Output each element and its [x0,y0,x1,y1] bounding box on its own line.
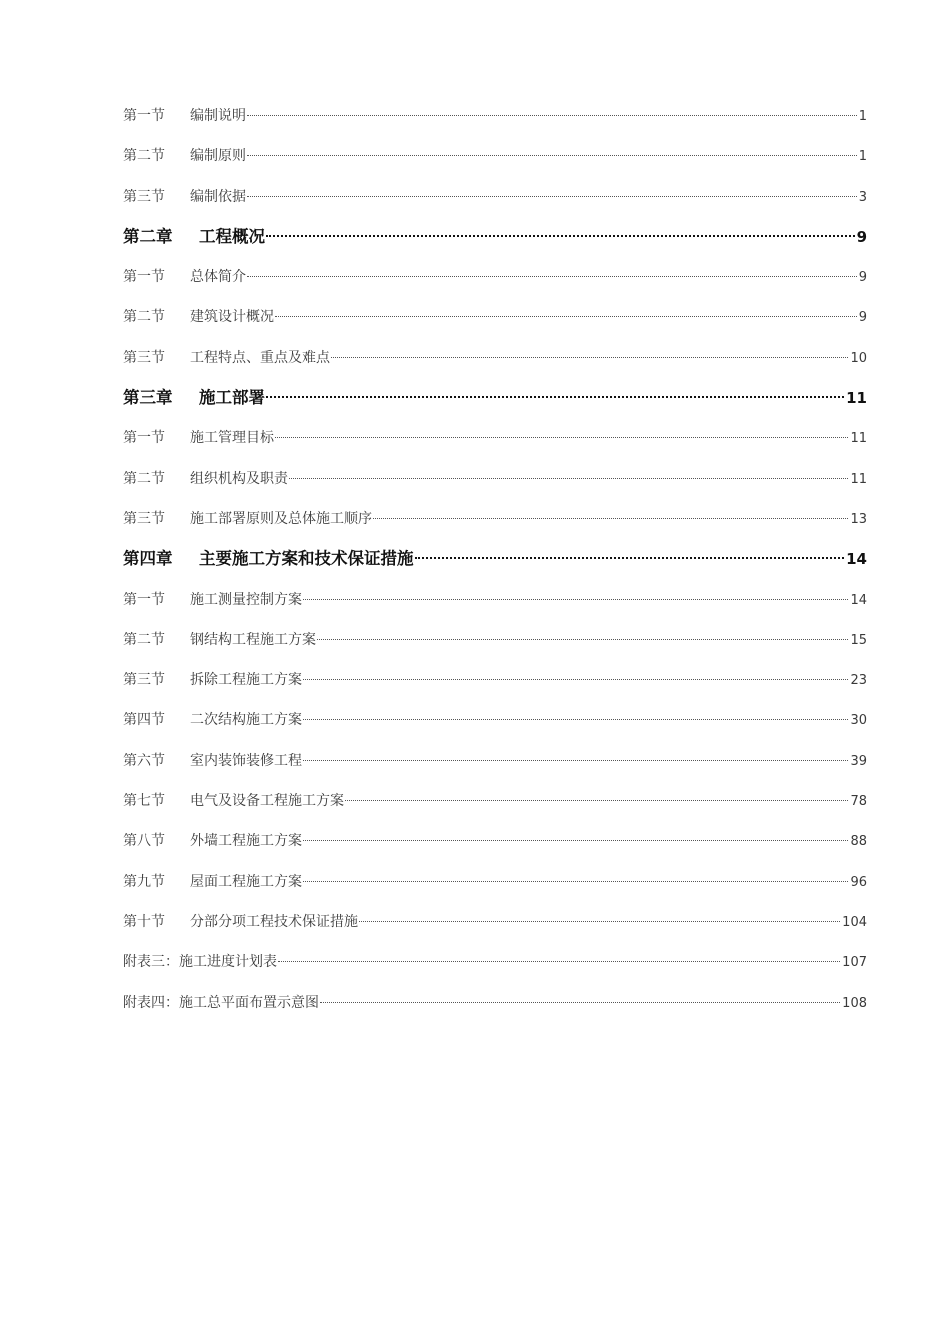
toc-entry[interactable] [123,297,867,337]
toc-entry[interactable] [123,620,867,660]
toc-leader-dots [373,518,848,519]
toc-entry-number: 附表三： [123,954,179,971]
toc-entry-title: 组织机构及职责 [190,470,288,487]
toc-entry[interactable] [123,862,867,902]
toc-entry-number: 第二节 [123,470,165,487]
toc-entry-title: 屋面工程施工方案 [190,873,302,890]
toc-leader-dots [266,396,844,398]
toc-entry-number: 第一节 [123,269,165,286]
toc-leader-dots [331,357,848,358]
toc-entry-page: 11 [850,431,867,447]
toc-entry-page: 3 [858,189,867,205]
toc-entry-page: 88 [850,834,867,850]
toc-entry[interactable] [123,418,867,458]
toc-leader-dots [247,196,857,197]
toc-entry-number: 第二节 [123,148,165,165]
toc-entry-number: 第八节 [123,833,165,850]
toc-leader-dots [415,557,845,559]
toc-entry-page: 9 [856,227,867,246]
toc-entry-title: 室内装饰装修工程 [190,752,302,769]
toc-leader-dots [359,921,840,922]
toc-entry[interactable] [123,459,867,499]
toc-entry[interactable] [123,257,867,297]
toc-entry-title: 施工管理目标 [190,430,274,447]
toc-chapter-entry[interactable] [123,539,867,579]
toc-entry-page: 11 [850,471,867,487]
toc-entry-page: 13 [850,511,867,527]
toc-entry-number: 第一节 [123,591,165,608]
toc-leader-dots [303,840,848,841]
toc-entry-title: 施工总平面布置示意图 [179,994,319,1011]
toc-entry-page: 107 [842,955,867,971]
toc-entry-number: 第十节 [123,913,165,930]
table-of-contents [123,96,867,1023]
toc-entry-title: 编制说明 [190,108,246,124]
toc-entry-page: 30 [850,713,867,729]
toc-entry[interactable] [123,136,867,176]
toc-entry[interactable] [123,741,867,781]
toc-entry-number: 第三节 [123,672,165,689]
toc-entry-title: 施工部署原则及总体施工顺序 [190,510,372,527]
toc-entry-title: 编制依据 [190,188,246,205]
toc-leader-dots [247,276,857,277]
toc-entry-page: 14 [846,550,867,569]
toc-entry-number: 第九节 [123,873,165,890]
toc-entry[interactable] [123,700,867,740]
toc-entry-title: 总体简介 [190,269,246,286]
toc-entry-number: 第六节 [123,752,165,769]
toc-entry-title: 施工测量控制方案 [190,591,302,608]
toc-entry-title: 拆除工程施工方案 [190,672,302,689]
toc-leader-dots [289,478,848,479]
toc-leader-dots [247,115,857,116]
toc-entry-title: 工程概况 [199,226,265,246]
toc-entry-title: 分部分项工程技术保证措施 [190,913,358,930]
toc-entry-title: 外墙工程施工方案 [190,833,302,850]
toc-entry[interactable] [123,781,867,821]
toc-entry-page: 104 [842,914,867,930]
toc-entry-number: 第二节 [123,309,165,326]
toc-entry-title: 二次结构施工方案 [190,712,302,729]
toc-leader-dots [278,961,840,962]
toc-entry[interactable] [123,177,867,217]
toc-entry-title: 钢结构工程施工方案 [190,631,316,648]
toc-chapter-entry[interactable] [123,217,867,257]
toc-entry-title: 编制原则 [190,148,246,165]
toc-entry-number: 第三章 [123,388,173,408]
toc-leader-dots [345,800,848,801]
toc-entry-number: 第二章 [123,226,173,246]
toc-entry-title: 建筑设计概况 [190,309,274,326]
toc-leader-dots [275,437,848,438]
toc-entry-page: 23 [850,673,867,689]
toc-entry-number: 附表四： [123,994,179,1011]
toc-leader-dots [320,1002,840,1003]
toc-entry-title: 工程特点、重点及难点 [190,349,330,366]
toc-entry-title: 施工部署 [199,388,265,408]
toc-entry-page: 14 [850,592,867,608]
toc-entry[interactable] [123,821,867,861]
toc-entry-number: 第一节 [123,430,165,447]
toc-entry-page: 11 [846,389,867,408]
toc-appendix-entry[interactable] [123,983,867,1023]
toc-entry-title: 主要施工方案和技术保证措施 [199,549,414,569]
toc-leader-dots [247,155,857,156]
toc-entry[interactable] [123,902,867,942]
toc-entry-number: 第三节 [123,510,165,527]
toc-leader-dots [317,639,848,640]
toc-leader-dots [275,316,857,317]
toc-entry-page: 9 [858,310,867,326]
toc-entry-page: 78 [850,794,867,810]
toc-entry-number: 第七节 [123,793,165,810]
toc-entry-page: 108 [842,995,867,1011]
toc-chapter-entry[interactable] [123,378,867,418]
toc-entry[interactable] [123,338,867,378]
toc-entry-number: 第四节 [123,712,165,729]
toc-entry-page: 96 [850,874,867,890]
toc-entry-number: 第四章 [123,549,173,569]
toc-leader-dots [303,760,848,761]
toc-entry-number: 第一节 [123,108,165,124]
toc-entry-page: 39 [850,753,867,769]
toc-leader-dots [303,679,848,680]
toc-entry-number: 第三节 [123,349,165,366]
toc-entry-number: 第二节 [123,631,165,648]
toc-entry-page: 9 [858,270,867,286]
toc-entry-number: 第三节 [123,188,165,205]
toc-appendix-entry[interactable] [123,942,867,982]
toc-entry-title: 施工进度计划表 [179,954,277,971]
toc-entry-title: 电气及设备工程施工方案 [190,793,344,810]
toc-leader-dots [266,235,855,237]
toc-entry-page: 10 [850,350,867,366]
toc-leader-dots [303,599,848,600]
toc-entry[interactable] [123,660,867,700]
toc-leader-dots [303,881,848,882]
toc-entry[interactable] [123,499,867,539]
toc-entry-page: 1 [858,149,867,165]
toc-entry-page: 15 [850,632,867,648]
toc-leader-dots [303,719,848,720]
toc-entry[interactable] [123,96,867,136]
toc-entry-page: 1 [858,109,867,124]
toc-entry[interactable] [123,580,867,620]
